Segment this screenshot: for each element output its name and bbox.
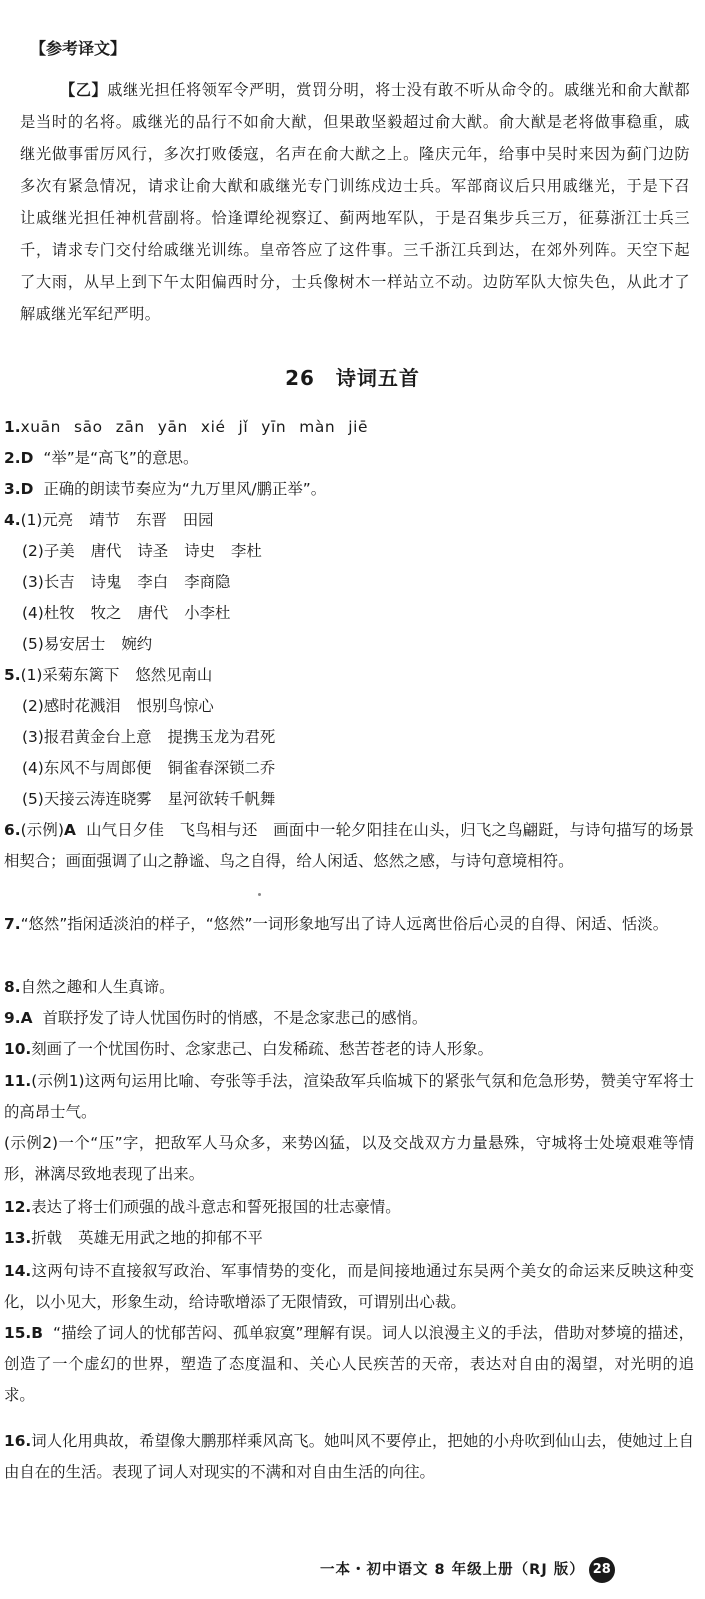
row-item: 诗鬼 (90, 573, 122, 591)
reference-translation-heading: 【参考译文】 (30, 39, 127, 58)
answer-4-row-5 (4, 629, 694, 660)
row-item: 诗史 (184, 542, 215, 560)
answer-example-1: (示例1)这两句运用比喻、夸张等手法，渲染敌军兵临城下的紧张气氛和危急形势，赞美守军将士的高昂士气。 (4, 1072, 694, 1121)
answer-15 (4, 1318, 694, 1411)
answer-5-row-2 (4, 691, 694, 722)
answer-number: 13. (4, 1229, 32, 1247)
answer-number: 9. (4, 1009, 21, 1027)
row-item: 感时花溅泪 (43, 697, 121, 715)
row-item: 子美 (43, 542, 75, 560)
row-item: 恨别鸟惊心 (136, 697, 214, 715)
pinyin-item: jǐ (238, 418, 249, 436)
answer-4-row-2 (4, 536, 694, 567)
answer-14 (4, 1256, 694, 1318)
answer-choice: B (31, 1324, 43, 1342)
answer-6 (4, 815, 694, 877)
row-item: 李白 (137, 573, 169, 591)
example-label: (示例) (20, 821, 64, 839)
row-item: 东风不与周郎便 (43, 759, 152, 777)
answer-number: 16. (4, 1432, 32, 1450)
answer-number: 10. (4, 1040, 32, 1058)
answer-5-row-4 (4, 753, 694, 784)
pinyin-item: màn (299, 418, 336, 436)
answer-text: 正确的朗读节奏应为“九万里风/鹏正举”。 (43, 480, 327, 498)
answer-choice: A (63, 821, 76, 839)
answer-16 (4, 1426, 694, 1488)
row-item: 铜雀春深锁二乔 (167, 759, 276, 777)
answer-9 (4, 1003, 694, 1034)
row-index: (3) (22, 728, 44, 746)
answer-number: 2. (4, 449, 21, 467)
print-speck (258, 893, 261, 896)
answer-text: 表达了将士们顽强的战斗意志和誓死报国的壮志豪情。 (31, 1198, 401, 1216)
row-item: 元亮 (42, 511, 74, 529)
answer-text: 刻画了一个忧国伤时、念家悲己、白发稀疏、愁苦苍老的诗人形象。 (31, 1040, 493, 1058)
answer-number: 12. (4, 1198, 32, 1216)
row-item: 牧之 (90, 604, 122, 622)
answer-text: “描绘了词人的忧郁苦闷、孤单寂寞”理解有误。词人以浪漫主义的手法，借助对梦境的描述，创造了一个虚幻的世界，塑造了态度温和、关心人民疾苦的天帝，表达对自由的渴望，对光明的追求。 (4, 1324, 694, 1404)
row-index: (1) (20, 511, 43, 529)
row-index: (5) (22, 635, 44, 653)
answer-number: 14. (4, 1262, 32, 1280)
reference-translation-paragraph (20, 74, 690, 330)
row-item: 天接云涛连晓雾 (43, 790, 152, 808)
answer-text: “悠然”指闲适淡泊的样子，“悠然”一词形象地写出了诗人远离世俗后心灵的自得、闲适、恬淡。 (20, 915, 669, 933)
answer-number: 5. (4, 666, 21, 684)
answer-choice: D (20, 480, 34, 498)
answer-number: 15. (4, 1324, 32, 1342)
answer-5-row-1 (4, 660, 694, 691)
section-title: 26 诗词五首 (285, 366, 420, 390)
answer-item: 折戟 (31, 1229, 63, 1247)
answer-text: 首联抒发了诗人忧国伤时的悄感，不是念家悲己的感悄。 (42, 1009, 428, 1027)
answer-10 (4, 1034, 694, 1065)
pinyin-item: yān (157, 418, 188, 436)
row-item: 唐代 (90, 542, 122, 560)
answer-text: 词人化用典故，希望像大鹏那样乘风高飞。她叫风不要停止，把她的小舟吹到仙山去，使她过上自由自在的生活。表现了词人对现实的不满和对自由生活的向往。 (4, 1432, 694, 1481)
row-index: (1) (20, 666, 43, 684)
row-item: 唐代 (137, 604, 169, 622)
row-item: 提携玉龙为君死 (167, 728, 276, 746)
row-item: 田园 (182, 511, 214, 529)
answer-number: 7. (4, 915, 21, 933)
answer-item: 英雄无用武之地的抑郁不平 (78, 1229, 263, 1247)
answer-number: 4. (4, 511, 21, 529)
row-index: (3) (22, 573, 44, 591)
pinyin-item: sāo (74, 418, 103, 436)
answer-number: 3. (4, 480, 21, 498)
row-index: (5) (22, 790, 44, 808)
row-item: 长吉 (43, 573, 75, 591)
answer-5 (4, 660, 694, 815)
answer-3 (4, 474, 694, 505)
row-index: (2) (22, 697, 44, 715)
answer-7 (4, 909, 694, 940)
pinyin-item: xié (200, 418, 226, 436)
row-item: 报君黄金台上意 (43, 728, 152, 746)
page-footer (320, 1557, 700, 1583)
row-item: 悠然见南山 (135, 666, 213, 684)
row-item: 杜牧 (43, 604, 75, 622)
answer-choice: A (20, 1009, 33, 1027)
book-title: 一本・初中语文 8 年级上册（RJ 版） (320, 1562, 585, 1578)
row-item: 靖节 (89, 511, 120, 529)
answer-4-row-4 (4, 598, 694, 629)
answer-4 (4, 505, 694, 660)
row-item: 采菊东篱下 (42, 666, 120, 684)
answer-text: “举”是“高飞”的意思。 (43, 449, 199, 467)
row-item: 李杜 (231, 542, 262, 560)
page-number-badge: 28 (589, 1557, 615, 1583)
answer-4-row-3 (4, 567, 694, 598)
row-item: 诗圣 (137, 542, 169, 560)
answer-choice: D (20, 449, 34, 467)
answer-4-row-1 (4, 505, 694, 536)
pinyin-item: zān (115, 418, 145, 436)
answer-text: 这两句诗不直接叙写政治、军事情势的变化，而是间接地通过东吴两个美女的命运来反映这种变化，以小见大，形象生动，给诗歌增添了无限情致，可谓别出心裁。 (4, 1262, 694, 1311)
answer-number: 6. (4, 821, 21, 839)
answer-11 (4, 1066, 694, 1190)
answer-5-row-3 (4, 722, 694, 753)
row-index: (4) (22, 759, 44, 777)
answer-number: 8. (4, 978, 21, 996)
answer-2 (4, 443, 694, 474)
row-item: 东晋 (135, 511, 167, 529)
answer-13 (4, 1223, 694, 1254)
row-item: 婉约 (121, 635, 153, 653)
pinyin-item: xuān (20, 418, 62, 436)
row-item: 小李杜 (184, 604, 231, 622)
row-item: 易安居士 (43, 635, 106, 653)
row-index: (2) (22, 542, 44, 560)
pinyin-item: jiē (348, 418, 369, 436)
answer-8 (4, 972, 694, 1003)
passage-marker: 【乙】 (60, 81, 108, 99)
row-index: (4) (22, 604, 44, 622)
row-item: 李商隐 (184, 573, 231, 591)
answer-5-row-5 (4, 784, 694, 815)
answer-1 (4, 412, 694, 443)
answer-text: 山气日夕佳 飞鸟相与还 画面中一轮夕阳挂在山头，归飞之鸟翩跹，与诗句描写的场景相契合；画面强调了山之静谧、鸟之自得，给人闲适、悠然之感，与诗句意境相符。 (4, 821, 694, 870)
row-item: 星河欲转千帆舞 (167, 790, 276, 808)
answer-number: 1. (4, 418, 21, 436)
answer-12 (4, 1192, 694, 1223)
answer-text: 自然之趣和人生真谛。 (20, 978, 175, 996)
answer-example-2: (示例2)一个“压”字，把敌军人马众多，来势凶猛，以及交战双方力量悬殊，守城将士处境艰难等情形，淋漓尽致地表现了出来。 (4, 1134, 694, 1183)
pinyin-item: yīn (261, 418, 287, 436)
reference-translation-text: 戚继光担任将领军令严明，赏罚分明，将士没有敢不听从命令的。戚继光和俞大猷都是当时的名将。戚继光的品行不如俞大猷，但果敢坚毅超过俞大猷。俞大猷是老将做事稳重，戚继光做事雷厉风行，多次打败倭寇，名声在俞大猷之上。隆庆元年，给事中吴时来因为蓟门边防多次有紧急情况，请求让俞大猷和戚继光专门训练戍边士兵。军部商议后只用戚继光，于是下召让戚继光担任神机营副将。恰逢谭纶视察辽、蓟两地军队，于是召集步兵三万，征募浙江士兵三千，请求专门交付给戚继光训练。皇帝答应了这件事。三千浙江兵到达，在郊外列阵。天空下起了大雨，从早上到下午太阳偏西时分，士兵像树木一样站立不动。边防军队大惊失色，从此才了解戚继光军纪严明。 (20, 81, 690, 323)
answer-number: 11. (4, 1072, 32, 1090)
pinyin-list (21, 418, 382, 436)
